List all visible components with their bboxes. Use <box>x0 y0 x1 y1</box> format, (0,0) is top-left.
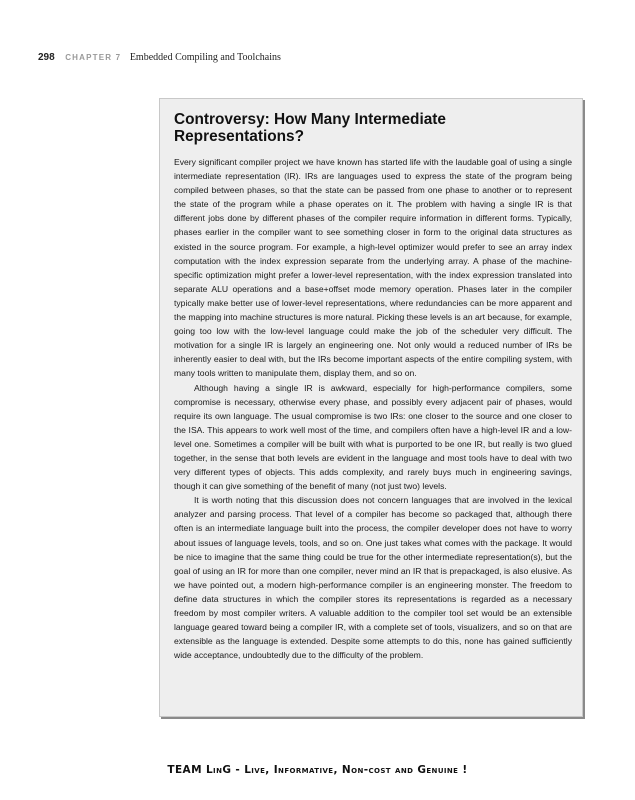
controversy-sidebar <box>159 98 583 717</box>
sidebar-paragraph-1: Every significant compiler project we have known has started life with the laudable goal of using a single intermediate representation (IR). IRs are languages used to express the state of the program being compiled between phases, so that the state can be passed from one phase to another or to represent the state of the program while a phase operates on it. The problem with having a single IR is that different jobs done by different phases of the compiler require information in different forms. Typically, phases earlier in the compiler want to see something closer in form to the original data structures as existed in the source program. For example, a high-level optimizer would prefer to see an array index computation with the index expression separate from the underlying array. A phase of the machine-specific optimization might prefer a lower-level representation, with the index expression translated into separate ALU operations and a base+offset mode memory operation. Phases later in the compiler typically make better use of lower-level representations, where redundancies can be more apparent and the mapping into machine structures is more natural. Picking these levels is an art because, for example, going too low with the low-level language could make the job of the scheduler very difficult. The motivation for a single IR is largely an engineering one. Not only would a reduced number of IRs be inherently easier to deal with, but the IRs become important aspects of the entire compiling system, with many tools written to manipulate them, display them, and so on. <box>174 157 572 379</box>
sidebar-paragraph-2: Although having a single IR is awkward, especially for high-performance compilers, some compromise is necessary, otherwise every phase, and possibly every adjacent pair of phases, would require its own language. The usual compromise is two IRs: one closer to the source and one closer to the ISA. This appears to work well most of the time, and compilers often have a high-level IR and a low-level one. Sometimes a compiler will be built with what is purported to be one IR, but really is two glued together, in the sense that both levels are evident in the language and most tools have to deal with two very different types of objects. This adds complexity, and rarely buys much in engineering savings, though it can give something of the benefit of many (not just two) levels. <box>174 382 572 492</box>
page-number: 298 <box>38 52 55 63</box>
footer-banner: TEAM LinG - Live, Informative, Non-cost and Genuine ! <box>167 764 468 776</box>
sidebar-title: Controversy: How Many Intermediate Representations? <box>174 111 446 145</box>
chapter-label: CHAPTER 7 <box>65 53 122 62</box>
running-head <box>38 52 281 63</box>
chapter-title: Embedded Compiling and Toolchains <box>129 52 281 63</box>
sidebar-body <box>174 155 572 662</box>
sidebar-paragraph-3: It is worth noting that this discussion does not concern languages that are involved in the lexical analyzer and parsing process. That level of a compiler has become so packaged that, although there often is an intermediate language built into the process, the compiler developer does not have to worry about issues of language levels, tools, and so on. One just takes what comes with the package. It would be nice to imagine that the same thing could be true for the other intermediate representation(s), but the goal of using an IR for more than one compiler, never mind an IR that is prepackaged, is also elusive. As we have pointed out, a modern high-performance compiler is an engineering monster. The freedom to define data structures in which the compiler stores its representations is regarded as a necessary freedom by most compiler writers. A valuable addition to the compiler tool set would be an extensible language geared toward being a compiler IR, with a complete set of tools, visualizers, and so on that are extensible as the language is extended. Despite some attempts to do this, none has gained sufficiently wide acceptance, undoubtedly due to the difficulty of the problem. <box>174 495 572 661</box>
